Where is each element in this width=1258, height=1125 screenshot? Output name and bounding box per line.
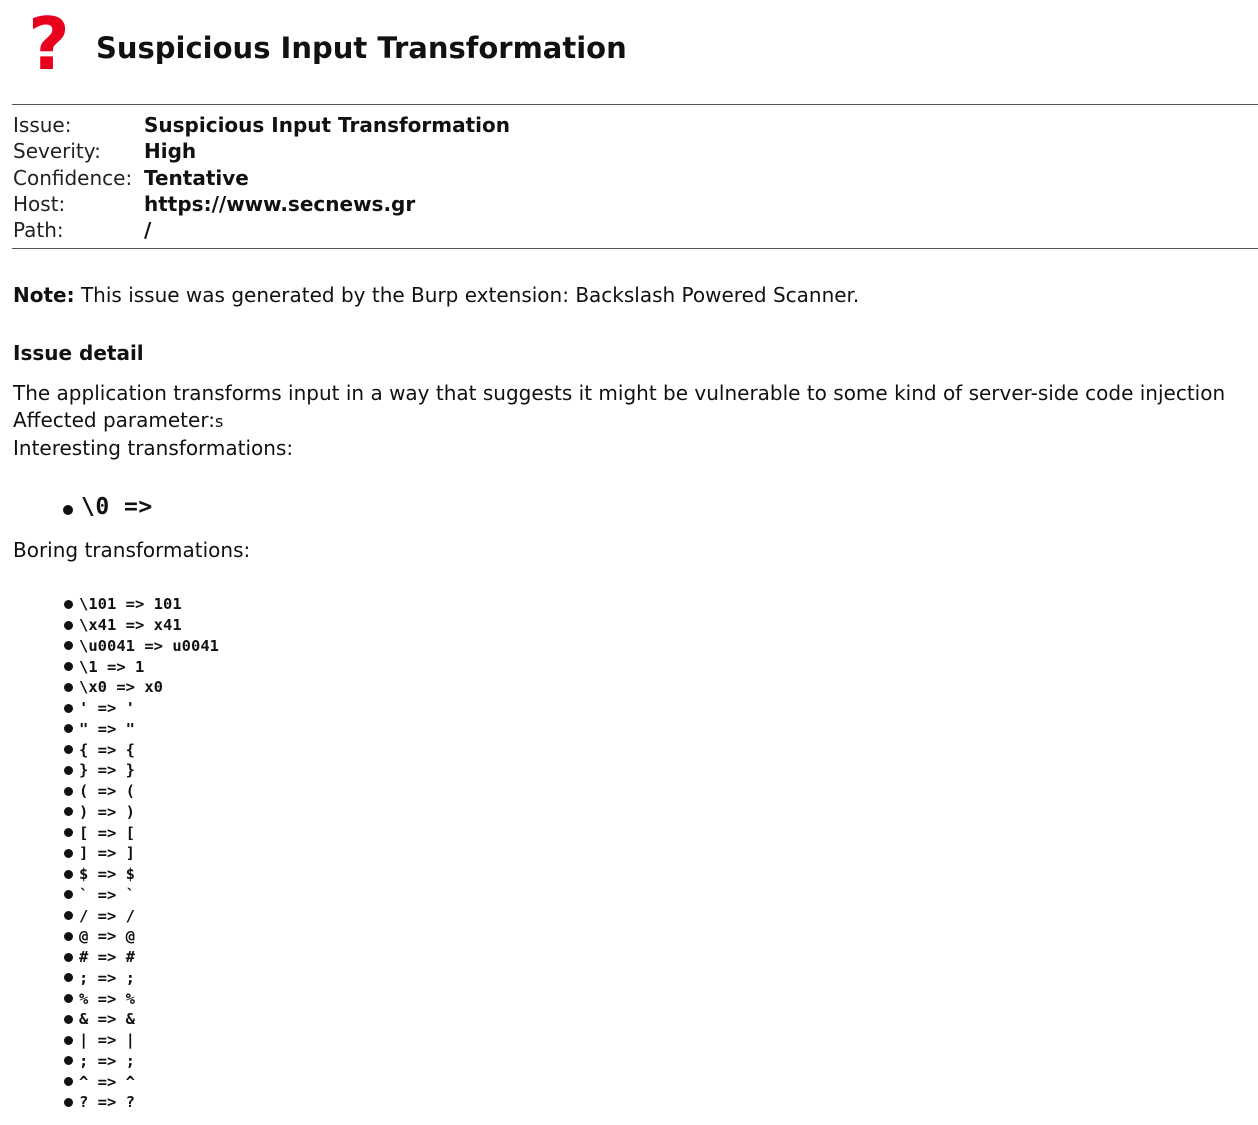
bullet-icon xyxy=(64,870,73,879)
note-text: This issue was generated by the Burp extension: Backslash Powered Scanner. xyxy=(74,283,860,307)
list-item xyxy=(64,615,219,636)
transformation-text: | => | xyxy=(79,1031,135,1050)
summary-row-confidence xyxy=(13,165,510,191)
list-item xyxy=(64,947,219,968)
bullet-icon xyxy=(64,994,73,1003)
transformation-text: [ => [ xyxy=(79,823,135,842)
boring-transformations-list xyxy=(64,594,219,1113)
summary-label: Host: xyxy=(13,191,66,216)
transformation-text: ` => ` xyxy=(79,885,135,904)
bullet-icon xyxy=(64,973,73,982)
bullet-icon xyxy=(64,890,73,899)
summary-row-host xyxy=(13,191,510,217)
list-item xyxy=(64,988,219,1009)
transformation-text: " => " xyxy=(79,719,135,738)
note-label: Note: xyxy=(13,283,75,307)
transformation-text: $ => $ xyxy=(79,865,135,884)
summary-value: / xyxy=(144,218,152,243)
summary-row-path xyxy=(13,217,510,243)
list-item xyxy=(64,864,219,885)
list-item xyxy=(64,905,219,926)
summary-value: https://www.secnews.gr xyxy=(144,191,416,216)
summary-value: Suspicious Input Transformation xyxy=(144,113,511,137)
extension-note xyxy=(13,282,859,308)
summary-label: Issue: xyxy=(13,113,72,137)
transformation-text: & => & xyxy=(79,1010,135,1029)
bullet-icon xyxy=(64,1056,73,1065)
transformation-text: ^ => ^ xyxy=(79,1072,135,1091)
transformation-text: ( => ( xyxy=(79,782,135,801)
summary-label: Path: xyxy=(13,218,64,243)
affected-parameter-value: s xyxy=(214,411,224,431)
bullet-icon xyxy=(64,1098,73,1107)
list-item xyxy=(64,885,219,906)
bullet-icon xyxy=(64,932,73,941)
list-item xyxy=(64,719,219,740)
list-item xyxy=(64,760,219,781)
transformation-text: ; => ; xyxy=(79,1051,135,1070)
transformation-text: ) => ) xyxy=(79,802,135,821)
interesting-transformations-list xyxy=(63,490,153,524)
list-item xyxy=(64,656,219,677)
summary-value: High xyxy=(144,139,197,164)
transformation-text: @ => @ xyxy=(79,927,135,946)
bullet-icon xyxy=(64,911,73,920)
issue-description: The application transforms input in a way that suggests it might be vulnerable to some kind of server-side code injection xyxy=(13,381,1226,405)
summary-row-issue xyxy=(13,112,510,138)
transformation-text: ' => ' xyxy=(79,699,135,718)
affected-parameter-label: Affected parameter: xyxy=(13,407,215,432)
bullet-icon xyxy=(64,683,73,692)
bullet-icon xyxy=(64,704,73,713)
list-item xyxy=(64,698,219,719)
bullet-icon xyxy=(64,621,73,630)
list-item xyxy=(64,822,219,843)
transformation-text: ? => ? xyxy=(79,1093,135,1112)
summary-label: Severity: xyxy=(13,139,101,164)
issue-detail-body xyxy=(13,380,1225,462)
summary-value: Tentative xyxy=(144,165,249,190)
list-item xyxy=(64,677,219,698)
bullet-icon xyxy=(64,724,73,733)
list-item xyxy=(64,1009,219,1030)
bullet-icon xyxy=(64,807,73,816)
bullet-icon xyxy=(63,505,73,515)
bullet-icon xyxy=(64,953,73,962)
list-item xyxy=(64,739,219,760)
bullet-icon xyxy=(64,1015,73,1024)
list-item xyxy=(63,490,153,524)
transformation-text: \x0 => x0 xyxy=(79,678,163,697)
transformation-text: ] => ] xyxy=(79,844,135,863)
summary-label: Confidence: xyxy=(13,165,133,190)
boring-transformations-label: Boring transformations: xyxy=(13,538,251,562)
bullet-icon xyxy=(64,745,73,754)
bullet-icon xyxy=(64,641,73,650)
affected-parameter xyxy=(13,407,1225,436)
transformation-text: \0 => xyxy=(81,494,153,520)
list-item xyxy=(64,926,219,947)
list-item xyxy=(64,636,219,657)
transformation-text: \x41 => x41 xyxy=(79,616,182,635)
bullet-icon xyxy=(64,662,73,671)
question-mark-icon: ? xyxy=(28,2,70,86)
list-item xyxy=(64,1071,219,1092)
top-divider xyxy=(12,104,1258,105)
list-item xyxy=(64,1051,219,1072)
page-title: Suspicious Input Transformation xyxy=(96,31,627,65)
bullet-icon xyxy=(64,849,73,858)
bottom-divider xyxy=(12,248,1258,249)
transformation-text: \101 => 101 xyxy=(79,595,182,614)
bullet-icon xyxy=(64,1077,73,1086)
list-item xyxy=(64,1030,219,1051)
summary-row-severity xyxy=(13,138,510,164)
transformation-text: { => { xyxy=(79,740,135,759)
transformation-text: } => } xyxy=(79,761,135,780)
list-item xyxy=(64,781,219,802)
transformation-text: / => / xyxy=(79,906,135,925)
transformation-text: % => % xyxy=(79,989,135,1008)
transformation-text: \u0041 => u0041 xyxy=(79,636,219,655)
bullet-icon xyxy=(64,787,73,796)
bullet-icon xyxy=(64,766,73,775)
issue-summary xyxy=(13,112,510,243)
issue-detail-heading: Issue detail xyxy=(13,341,144,365)
transformation-text: # => # xyxy=(79,948,135,967)
list-item xyxy=(64,843,219,864)
transformation-text: ; => ; xyxy=(79,968,135,987)
issue-header xyxy=(20,2,1220,88)
bullet-icon xyxy=(64,1036,73,1045)
transformation-text: \1 => 1 xyxy=(79,657,145,676)
bullet-icon xyxy=(64,828,73,837)
list-item xyxy=(64,968,219,989)
list-item xyxy=(64,594,219,615)
list-item xyxy=(64,802,219,823)
interesting-transformations-label: Interesting transformations: xyxy=(13,436,294,460)
bullet-icon xyxy=(64,600,73,609)
list-item xyxy=(64,1092,219,1113)
